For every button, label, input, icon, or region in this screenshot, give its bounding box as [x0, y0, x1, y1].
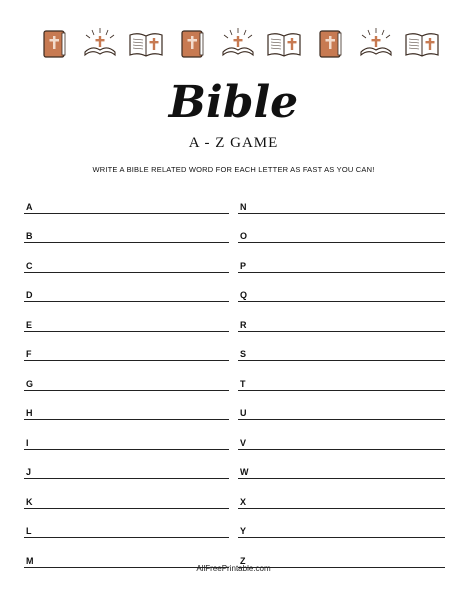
answer-row-d: [24, 273, 229, 303]
answer-row-j: [24, 450, 229, 480]
letter-label: O: [240, 231, 248, 241]
instructions-text: WRITE A BIBLE RELATED WORD FOR EACH LETTER AS FAST AS YOU CAN!: [92, 165, 375, 174]
answer-row-a: [24, 184, 229, 214]
letter-label: B: [26, 231, 33, 241]
answer-row-t: [238, 361, 445, 391]
open-bible-icon: [266, 26, 302, 62]
letter-label: W: [240, 467, 249, 477]
bible-book-icon: [312, 26, 348, 62]
open-bible-icon: [128, 26, 164, 62]
letter-label: P: [240, 260, 247, 271]
answer-row-x: [238, 479, 445, 509]
letter-label: M: [26, 555, 34, 566]
answer-row-v: [238, 420, 445, 450]
letter-label: S: [240, 349, 247, 359]
answer-row-h: [24, 391, 229, 421]
answer-row-i: [24, 420, 229, 450]
left-letter-column: [24, 184, 229, 568]
letter-label: K: [26, 496, 33, 507]
rays-bible-icon: [358, 26, 394, 62]
answer-row-r: [238, 302, 445, 332]
answer-row-n: [238, 184, 445, 214]
answer-row-g: [24, 361, 229, 391]
answer-row-u: [238, 391, 445, 421]
letter-label: A: [26, 201, 33, 212]
letter-label: Z: [240, 555, 246, 566]
rays-bible-icon: [82, 26, 118, 62]
letter-label: N: [240, 201, 247, 212]
letter-label: H: [26, 408, 33, 418]
bible-book-icon: [36, 26, 72, 62]
page-title: Bible: [168, 77, 299, 128]
page-subtitle: A - Z GAME: [188, 135, 279, 151]
answer-row-l: [24, 509, 229, 539]
rays-bible-icon: [220, 26, 256, 62]
letter-label: F: [26, 349, 32, 359]
answer-row-y: [238, 509, 445, 539]
letter-label: Q: [240, 290, 248, 300]
answer-row-f: [24, 332, 229, 362]
letter-label: L: [26, 526, 32, 536]
answer-row-w: [238, 450, 445, 480]
letter-label: V: [240, 437, 247, 448]
answer-row-s: [238, 332, 445, 362]
answer-row-k: [24, 479, 229, 509]
letter-label: T: [240, 378, 246, 389]
letter-label: E: [26, 319, 33, 330]
open-bible-icon: [404, 26, 440, 62]
bible-book-icon: [174, 26, 210, 62]
footer-credit: AllFreePrintable.com: [196, 564, 271, 573]
answer-row-o: [238, 214, 445, 244]
letter-label: J: [26, 467, 32, 477]
icon-banner: [0, 26, 467, 62]
letter-label: R: [240, 319, 247, 330]
letter-label: C: [26, 260, 33, 271]
answer-row-c: [24, 243, 229, 273]
answer-row-b: [24, 214, 229, 244]
answer-row-p: [238, 243, 445, 273]
letter-label: D: [26, 290, 33, 300]
letter-label: X: [240, 496, 247, 507]
letter-label: Y: [240, 526, 247, 536]
right-letter-column: [238, 184, 445, 568]
answer-row-q: [238, 273, 445, 303]
letter-label: I: [26, 437, 29, 448]
answer-row-e: [24, 302, 229, 332]
letter-label: U: [240, 408, 247, 418]
letter-label: G: [26, 378, 34, 389]
